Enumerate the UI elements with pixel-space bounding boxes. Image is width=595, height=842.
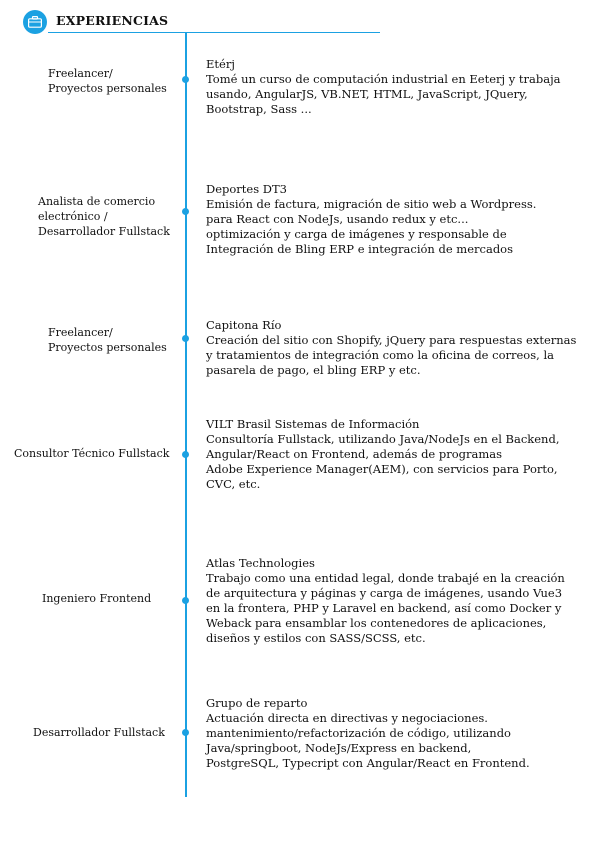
timeline-dot (182, 76, 189, 83)
description-line: Java/springboot, NodeJs/Express en backend, (206, 741, 472, 755)
company-name: VILT Brasil Sistemas de Información (206, 417, 420, 431)
experience-entry (206, 182, 581, 257)
timeline-dot (182, 208, 189, 215)
description-line: Creación del sitio con Shopify, jQuery para respuestas externas (206, 333, 577, 347)
company-name: Deportes DT3 (206, 182, 287, 196)
description-line: Adobe Experience Manager(AEM), con servicios para Porto, (206, 462, 558, 476)
description-line: en la frontera, PHP y Laravel en backend, así como Docker y (206, 601, 562, 615)
timeline-dot (182, 597, 189, 604)
description-line: Emisión de factura, migración de sitio web a Wordpress. (206, 197, 537, 211)
description-line: Integración de Bling ERP e integración de mercados (206, 242, 514, 256)
description-line: para React con NodeJs, usando redux y etc... (206, 212, 469, 226)
description-line: Actuación directa en directivas y negociaciones. (206, 711, 488, 725)
description-line: pasarela de pago, el bling ERP y etc. (206, 363, 421, 377)
description-line: CVC, etc. (206, 477, 261, 491)
timeline-dot (182, 335, 189, 342)
job-role: Freelancer/ Proyectos personales (48, 326, 167, 354)
description-line: y tratamientos de integración como la oficina de correos, la (206, 348, 554, 362)
description-line: Trabajo como una entidad legal, donde trabajé en la creación (206, 571, 565, 585)
job-role: Freelancer/ Proyectos personales (48, 67, 167, 95)
company-name: Capitona Río (206, 318, 282, 332)
description-line: diseños y estilos con SASS/SCSS, etc. (206, 631, 426, 645)
experience-entry (206, 417, 581, 492)
description-line: optimización y carga de imágenes y responsable de (206, 227, 507, 241)
company-name: Etérj (206, 57, 235, 71)
experience-entry (206, 696, 581, 771)
timeline-line (185, 33, 187, 797)
description-line: de arquitectura y páginas y carga de imágenes, usando Vue3 (206, 586, 563, 600)
description-line: PostgreSQL, Typecript con Angular/React en Frontend. (206, 756, 530, 770)
description-line: mantenimiento/refactorización de código, utilizando (206, 726, 511, 740)
description-line: Consultoría Fullstack, utilizando Java/NodeJs en el Backend, (206, 432, 560, 446)
experience-entry (206, 318, 581, 378)
timeline-dot (182, 729, 189, 736)
section-title: EXPERIENCIAS (56, 13, 169, 28)
description-line: Angular/React on Frontend, además de programas (206, 447, 503, 461)
description-line: Weback para ensamblar los contenedores de aplicaciones, (206, 616, 547, 630)
description-line: usando, AngularJS, VB.NET, HTML, JavaScript, JQuery, (206, 87, 528, 101)
timeline-dot (182, 451, 189, 458)
company-name: Grupo de reparto (206, 696, 308, 710)
briefcase-icon (23, 10, 47, 34)
company-name: Atlas Technologies (206, 556, 315, 570)
section-divider (48, 32, 380, 33)
description-line: Bootstrap, Sass ... (206, 102, 312, 116)
job-role: Analista de comercio electrónico / Desarrollador Fullstack (38, 195, 170, 238)
job-role: Desarrollador Fullstack (33, 726, 165, 739)
experience-entry (206, 556, 581, 646)
job-role: Ingeniero Frontend (42, 592, 152, 605)
experience-entry (206, 57, 581, 117)
job-role: Consultor Técnico Fullstack (14, 447, 170, 460)
description-line: Tomé un curso de computación industrial en Eeterj y trabaja (206, 72, 561, 86)
